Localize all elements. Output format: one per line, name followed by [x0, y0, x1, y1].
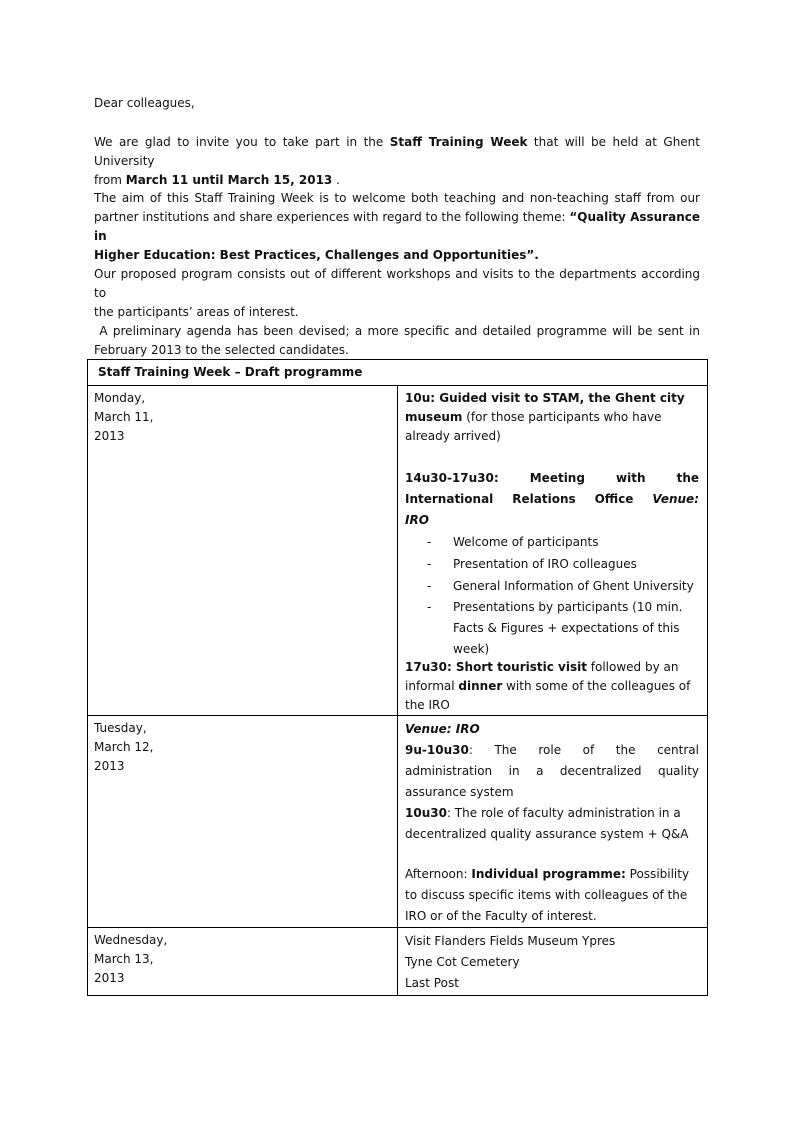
bullet-text: General Information of Ghent University — [453, 579, 694, 593]
dinner-label: dinner — [458, 679, 503, 693]
faculty-admin-text: : The role of faculty administration in a decentralized quality assurance system + Q&A — [405, 806, 689, 841]
day-year: 2013 — [94, 759, 125, 773]
day-name: Monday, — [94, 391, 146, 405]
event-name: Staff Training Week — [389, 135, 528, 149]
afternoon-text: Possibility to discuss specific items with colleagues of the IRO or of the Faculty of interest. — [405, 867, 690, 923]
greeting — [94, 94, 700, 113]
schedule-item-last-post: Last Post — [405, 976, 459, 990]
programme-row-monday — [88, 386, 708, 716]
bullet-item — [405, 575, 699, 597]
bullet-item — [405, 553, 699, 575]
bullet-text: Presentation of IRO colleagues — [453, 557, 637, 571]
invitation-text-3: from — [94, 173, 126, 187]
schedule-item-iro-meeting — [405, 468, 699, 531]
central-admin-time: 9u-10u30 — [405, 743, 469, 757]
schedule-item-stam-visit — [405, 389, 699, 446]
dash-bullet-icon: - — [427, 557, 432, 571]
day-label-wednesday — [88, 928, 397, 988]
stam-visit-title: 10u: Guided visit to STAM, the Ghent city museum — [405, 391, 685, 424]
iro-meeting-venue-label: Venue: — [652, 492, 699, 506]
program-paragraph — [94, 265, 700, 360]
invitation-line-1 — [94, 133, 700, 171]
iro-meeting-venue: IRO — [405, 513, 429, 527]
dash-bullet-icon: - — [427, 579, 432, 593]
day-cell-tuesday — [88, 716, 398, 928]
day-label-monday — [88, 386, 397, 446]
schedule-item-afternoon — [405, 864, 699, 927]
bullet-item — [405, 531, 699, 553]
invitation-text-1: We are glad to invite you to take part in the — [94, 135, 390, 149]
event-dates: March 11 until March 15, 2013 — [125, 173, 333, 187]
day-cell-monday — [88, 386, 398, 716]
spacer — [405, 639, 699, 658]
greeting-text: Dear colleagues, — [94, 96, 195, 110]
invitation-paragraph — [94, 133, 700, 190]
programme-row-tuesday — [88, 716, 708, 928]
day-label-tuesday — [88, 716, 397, 776]
schedule-item-faculty-admin — [405, 803, 699, 845]
day-name: Wednesday, — [94, 933, 168, 947]
schedule-cell-tuesday — [398, 716, 708, 928]
schedule-venue — [405, 719, 699, 740]
program-line-4: February 2013 to the selected candidates. — [94, 343, 349, 357]
invitation-text-2: that will be held at Ghent University — [94, 135, 700, 168]
program-line-3: A preliminary agenda has been devised; a more specific and detailed programme will be sent in — [94, 324, 700, 338]
programme-row-wednesday — [88, 928, 708, 996]
dash-bullet-icon: - — [427, 600, 432, 614]
day-year: 2013 — [94, 971, 125, 985]
theme-part-1: “Quality Assurance in — [94, 210, 700, 243]
programme-table — [87, 359, 708, 996]
bullet-text: Welcome of participants — [453, 535, 599, 549]
schedule-item-cemetery: Tyne Cot Cemetery — [405, 955, 520, 969]
schedule-cell-wednesday — [398, 928, 708, 996]
schedule-item-touristic-visit — [405, 658, 699, 715]
individual-programme-label: Individual programme: — [471, 867, 626, 881]
touristic-visit-text-2: with some of the colleagues of the IRO — [405, 679, 691, 712]
spacer — [405, 845, 699, 864]
schedule-cell-monday — [398, 386, 708, 716]
faculty-admin-time: 10u30 — [405, 806, 447, 820]
programme-header-cell — [88, 360, 708, 386]
day-date: March 13, — [94, 952, 154, 966]
aim-line-1: The aim of this Staff Training Week is to welcome both teaching and non-teaching staff from our — [94, 191, 700, 205]
touristic-visit-text: followed by an informal — [405, 660, 679, 693]
iro-meeting-title: 14u30-17u30: Meeting with the International Relations Office — [405, 471, 699, 506]
dash-bullet-icon: - — [427, 535, 432, 549]
afternoon-label: Afternoon: — [405, 867, 472, 881]
venue-label: Venue: IRO — [405, 722, 480, 736]
programme-title: Staff Training Week – Draft programme — [98, 365, 363, 379]
invitation-line-2 — [94, 171, 700, 190]
iro-meeting-line — [405, 468, 699, 510]
aim-line-2 — [94, 208, 700, 246]
program-line-2: the participants’ areas of interest. — [94, 305, 299, 319]
stam-visit-note: (for those participants who have already arrived) — [405, 410, 662, 443]
day-year: 2013 — [94, 429, 125, 443]
aim-text-2: partner institutions and share experiences with regard to the following theme: — [94, 210, 570, 224]
schedule-item-museum: Visit Flanders Fields Museum Ypres — [405, 934, 616, 948]
day-cell-wednesday — [88, 928, 398, 996]
program-line-1: Our proposed program consists out of different workshops and visits to the departments according to — [94, 267, 700, 300]
invitation-text-4: . — [332, 173, 340, 187]
bullet-text: Presentations by participants (10 min. Facts & Figures + expectations of this week) — [453, 600, 683, 656]
bullet-item — [405, 597, 699, 656]
schedule-item-central-admin — [405, 740, 699, 803]
aim-line-3 — [94, 246, 700, 265]
touristic-visit-title: 17u30: Short touristic visit — [405, 660, 587, 674]
day-name: Tuesday, — [94, 721, 147, 735]
day-date: March 11, — [94, 410, 154, 424]
theme-part-2: Higher Education: Best Practices, Challenges and Opportunities”. — [94, 248, 539, 262]
central-admin-text: : The role of the central administration in a decentralized quality assurance system — [405, 743, 699, 799]
programme-header-row — [88, 360, 708, 386]
aim-paragraph — [94, 189, 700, 265]
day-date: March 12, — [94, 740, 154, 754]
spacer — [405, 446, 699, 468]
